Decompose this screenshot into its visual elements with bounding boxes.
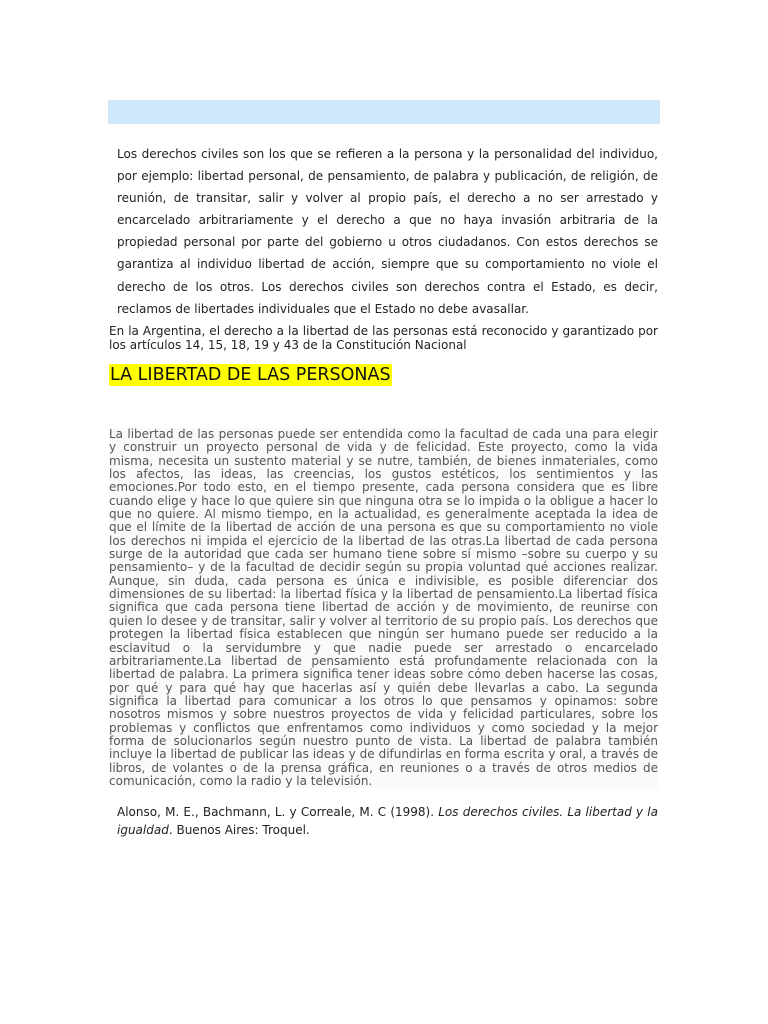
citation — [117, 803, 658, 839]
citation-publisher: . Buenos Aires: Troquel. — [168, 823, 310, 837]
argentina-paragraph: En la Argentina, el derecho a la libertad de las personas está reconocido y garantizado por los artículos 14, 15, 18, 19 y 43 de la Constitución Nacional — [109, 324, 658, 352]
body-paragraph: La libertad de las personas puede ser entendida como la facultad de cada una para elegir y construir un proyecto personal de vida y de felicidad. Este proyecto, como la vida misma, necesita un sustento material y se nutre, también, de bienes inmateriales, como los afectos, las ideas, las creencias, los gustos estéticos, los sentimientos y las emociones.Por todo esto, en el tiempo presente, cada persona considera que es libre cuando elige y hace lo que quiere sin que ninguna otra se lo impida o la obligue a hacer lo que no quiere. Al mismo tiempo, en la actualidad, es generalmente aceptada la idea de que el límite de la libertad de acción de una persona es que su comportamiento no viole los derechos ni impida el ejercicio de la libertad de las otras.La libertad de cada persona surge de la autoridad que cada ser humano tiene sobre sí mismo –sobre su cuerpo y su pensamiento– y de la facultad de decidir según su propia voluntad qué acciones realizar. Aunque, sin duda, cada persona es única e indivisible, es posible diferenciar dos dimensiones de su libertad: la libertad física y la libertad de pensamiento.La libertad física significa que cada persona tiene libertad de acción y de movimiento, de reunirse con quien lo desee y de transitar, salir y volver al territorio de su propio país. Los derechos que protegen la libertad física establecen que ningún ser humano puede ser reducido a la esclavitud o la servidumbre y que nadie puede ser arrestado o encarcelado arbitrariamente.La libertad de pensamiento está profundamente relacionada con la libertad de palabra. La primera significa tener ideas sobre cómo deben hacerse las cosas, por qué y para qué hay que hacerlas así y quién debe llevarlas a cabo. La segunda significa la libertad para comunicar a los otros lo que pensamos y opinamos: sobre nosotros mismos y sobre nuestros proyectos de vida y felicidad particulares, sobre los problemas y conflictos que enfrentamos como individuos y como sociedad y la mejor forma de solucionarlos según nuestro punto de vista. La libertad de palabra también incluye la libertad de publicar las ideas y de difundirlas en forma escrita y oral, a través de libros, de volantes o de la prensa gráfica, en reuniones o a través de otros medios de comunicación, como la radio y la televisión. — [109, 427, 658, 788]
citation-title: Los derechos civiles. La libertad y la igualdad — [117, 805, 658, 837]
intro-paragraph: Los derechos civiles son los que se refieren a la persona y la personalidad del individuo, por ejemplo: libertad personal, de pensamiento, de palabra y publicación, de religión, de reunión, de transitar, salir y volver al propio país, el derecho a no ser arrestado y encarcelado arbitrariamente y el derecho a que no haya invasión arbitraria de la propiedad personal por parte del gobierno u otros ciudadanos. Con estos derechos se garantiza al individuo libertad de acción, siempre que su comportamiento no viole el derecho de los otros. Los derechos civiles son derechos contra el Estado, es decir, reclamos de libertades individuales que el Estado no debe avasallar. — [117, 147, 658, 316]
section-heading: LA LIBERTAD DE LAS PERSONAS — [110, 365, 391, 385]
header-bar — [108, 100, 660, 124]
citation-authors: Alonso, M. E., Bachmann, L. y Correale, M. C (1998). — [117, 805, 439, 819]
